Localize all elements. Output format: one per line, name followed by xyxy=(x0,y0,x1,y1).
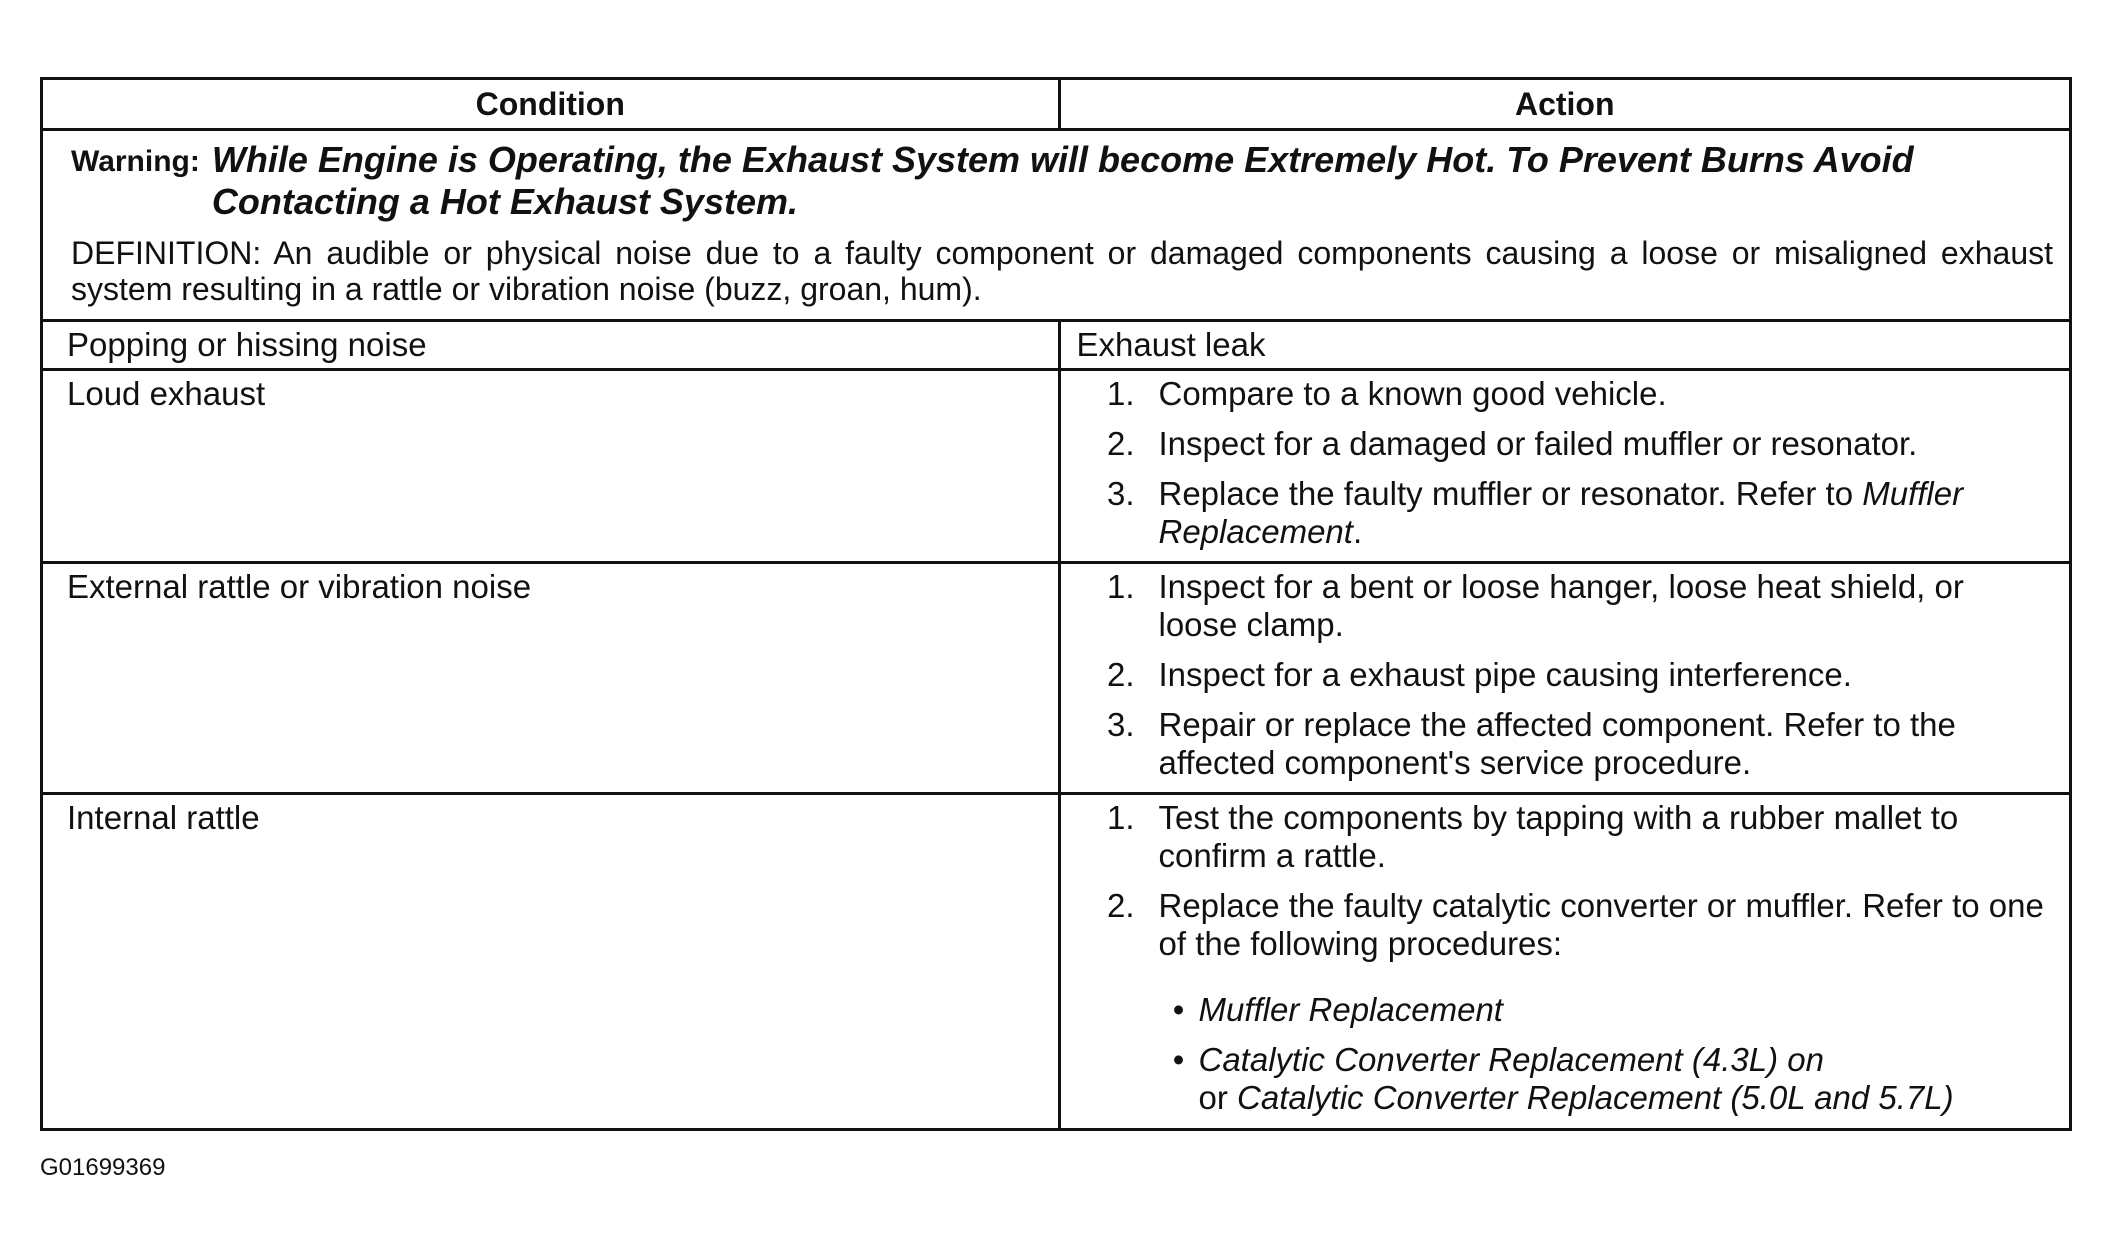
step-text: Test the components by tapping with a rubber mallet to confirm a rattle. xyxy=(1158,799,1959,874)
step-number: 2. xyxy=(1106,656,1135,693)
condition-cell: Popping or hissing noise xyxy=(43,321,1059,370)
warning-block xyxy=(71,139,2053,223)
step-text: Repair or replace the affected component. Refer to the affected component's service procedure. xyxy=(1158,706,1956,781)
step-text xyxy=(1159,475,2050,551)
procedure-list xyxy=(1159,991,2050,1117)
procedure-reference: Muffler Replacement xyxy=(1158,475,1964,550)
header-row xyxy=(43,80,2069,130)
diagnosis-table xyxy=(40,77,2072,1131)
action-cell xyxy=(1059,370,2069,563)
warning-text: While Engine is Operating, the Exhaust System will become Extremely Hot. To Prevent Burns Avoid Contacting a Hot Exhaust System. xyxy=(211,139,1914,222)
step-list xyxy=(1061,371,2070,561)
list-item xyxy=(1159,991,2050,1029)
step-text: Inspect for a exhaust pipe causing interference. xyxy=(1158,656,1852,693)
step-list xyxy=(1061,564,2070,792)
step-number: 1. xyxy=(1106,568,1135,605)
step-number: 3. xyxy=(1106,706,1135,743)
condition-cell: External rattle or vibration noise xyxy=(43,563,1059,794)
table-row xyxy=(43,321,2069,370)
warning-cell xyxy=(43,130,2069,321)
definition-text: DEFINITION: An audible or physical noise due to a faulty component or damaged components causing a loose or misaligned exhaust system resulting in a rattle or vibration noise (buzz, groan, hum). xyxy=(71,235,2053,307)
step-text: Compare to a known good vehicle. xyxy=(1158,375,1667,412)
table-row xyxy=(43,563,2069,794)
step-number: 3. xyxy=(1106,475,1135,512)
procedure-reference: Catalytic Converter Replacement (5.0L and 5.7L) xyxy=(1237,1079,1954,1116)
symptom-table xyxy=(43,80,2069,1131)
step-number: 2. xyxy=(1106,887,1135,924)
bullet-icon: • xyxy=(1172,1041,1185,1078)
condition-header: Condition xyxy=(43,80,1059,130)
list-item xyxy=(1061,706,2050,782)
procedure-connector: or xyxy=(1198,1079,1238,1116)
step-list xyxy=(1061,795,2070,1131)
bullet-icon: • xyxy=(1172,991,1185,1028)
condition-cell: Loud exhaust xyxy=(43,370,1059,563)
step-number: 1. xyxy=(1106,799,1135,836)
warning-label: Warning: xyxy=(71,145,200,178)
list-item xyxy=(1061,475,2050,551)
procedure-reference: Catalytic Converter Replacement (4.3L) on xyxy=(1198,1041,1824,1078)
step-number: 1. xyxy=(1106,375,1135,412)
procedure-text xyxy=(1199,1041,2050,1117)
action-cell: Exhaust leak xyxy=(1059,321,2069,370)
condition-cell: Internal rattle xyxy=(43,794,1059,1132)
list-item xyxy=(1061,799,2050,875)
list-item xyxy=(1061,568,2050,644)
figure-id: G01699369 xyxy=(40,1154,166,1181)
list-item xyxy=(1061,656,2050,694)
table-row xyxy=(43,370,2069,563)
list-item xyxy=(1061,425,2050,463)
list-item xyxy=(1061,887,2050,1121)
list-item xyxy=(1159,1041,2050,1117)
step-text-main: Replace the faulty catalytic converter or muffler. Refer to one of the following procedures: xyxy=(1158,887,2044,962)
list-item xyxy=(1061,375,2050,413)
step-text xyxy=(1159,887,2050,1121)
warning-row xyxy=(43,130,2069,321)
step-number: 2. xyxy=(1106,425,1135,462)
table-row xyxy=(43,794,2069,1132)
action-cell xyxy=(1059,563,2069,794)
step-text-main: Replace the faulty muffler or resonator. Refer to xyxy=(1158,475,1863,512)
procedure-reference: Muffler Replacement xyxy=(1198,991,1503,1028)
action-cell xyxy=(1059,794,2069,1132)
step-text: Inspect for a bent or loose hanger, loose heat shield, or loose clamp. xyxy=(1158,568,1964,643)
step-text-end: . xyxy=(1352,513,1363,550)
action-header: Action xyxy=(1059,80,2069,130)
step-text: Inspect for a damaged or failed muffler or resonator. xyxy=(1158,425,1918,462)
